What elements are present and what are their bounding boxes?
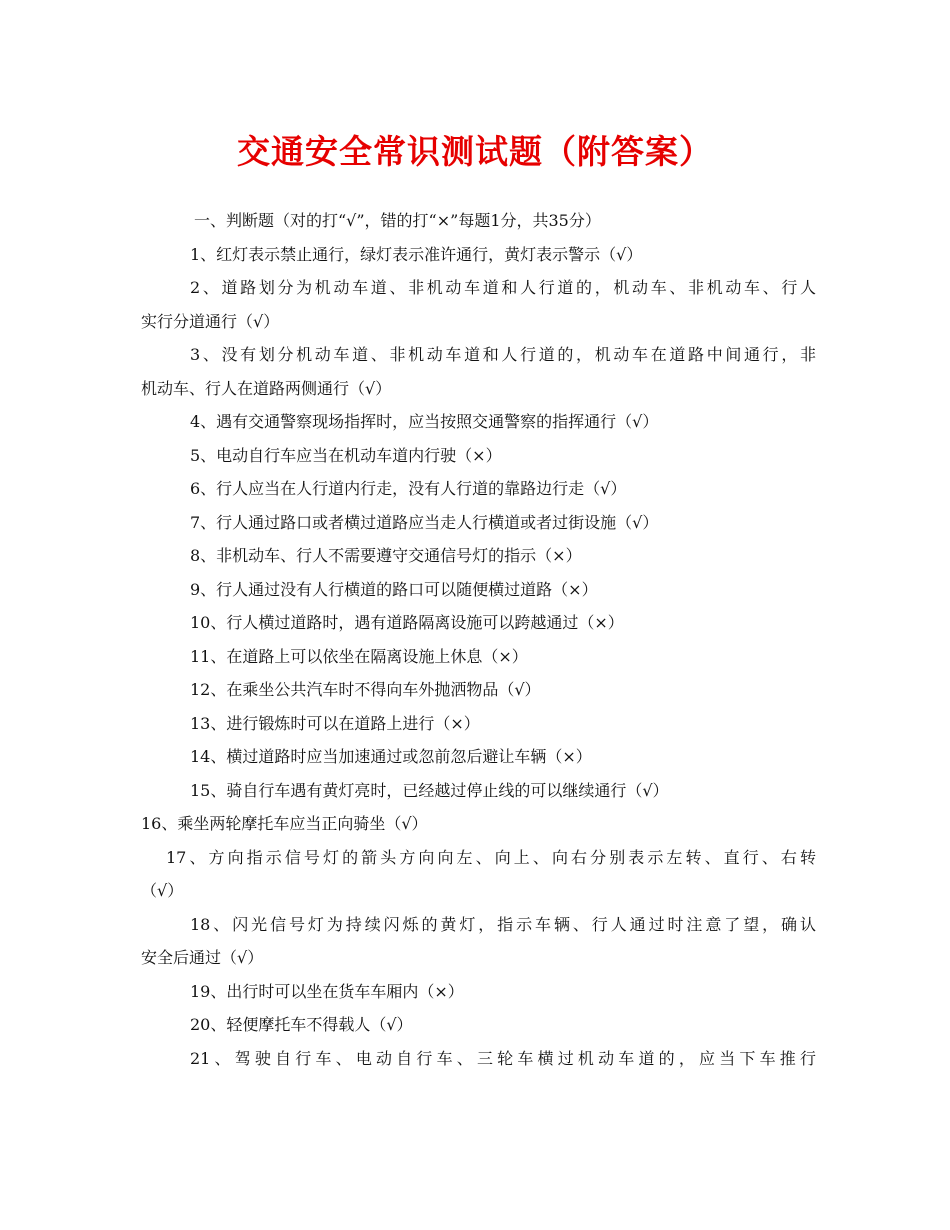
question-line: 13、进行锻炼时可以在道路上进行（×） xyxy=(190,713,480,733)
question-list xyxy=(141,204,816,1075)
question-line: 6、行人应当在人行道内行走，没有人行道的靠路边行走（√） xyxy=(190,479,627,498)
question-line: 安全后通过（√） xyxy=(141,948,264,967)
question-line: 1、红灯表示禁止通行，绿灯表示准许通行，黄灯表示警示（√） xyxy=(190,244,643,264)
question-line: 2、道路划分为机动车道、非机动车道和人行道的，机动车、非机动车、行人 xyxy=(190,278,816,297)
question-line: 9、行人通过没有人行横道的路口可以随便横过道路（×） xyxy=(190,579,598,599)
question-line: 18、闪光信号灯为持续闪烁的黄灯，指示车辆、行人通过时注意了望，确认 xyxy=(190,914,816,934)
question-line: 16、乘坐两轮摩托车应当正向骑坐（√） xyxy=(141,814,428,833)
section-heading: 一、判断题（对的打“√”，错的打“×”每题1分，共35分） xyxy=(194,211,601,230)
question-line: 3、没有划分机动车道、非机动车道和人行道的，机动车在道路中间通行，非 xyxy=(190,345,816,364)
page-title: 交通安全常识测试题（附答案） xyxy=(237,132,713,171)
question-line: 5、电动自行车应当在机动车道内行驶（×） xyxy=(190,445,502,465)
question-line: 17、方向指示信号灯的箭头方向向左、向上、向右分别表示左转、直行、右转 xyxy=(166,847,816,867)
question-line: 机动车、行人在道路两侧通行（√） xyxy=(141,378,392,398)
question-line: 20、轻便摩托车不得载人（√） xyxy=(190,1015,413,1034)
question-line: 7、行人通过路口或者横过道路应当走人行横道或者过街设施（√） xyxy=(190,512,659,532)
question-line: 10、行人横过道路时，遇有道路隔离设施可以跨越通过（×） xyxy=(190,613,624,632)
question-line: 实行分道通行（√） xyxy=(141,311,280,331)
question-line: 14、横过道路时应当加速通过或忽前忽后避让车辆（×） xyxy=(190,747,592,766)
question-line: 21、驾驶自行车、电动自行车、三轮车横过机动车道的，应当下车推行 xyxy=(190,1048,816,1068)
question-line: （√） xyxy=(141,881,184,900)
question-line: 15、骑自行车遇有黄灯亮时，已经越过停止线的可以继续通行（√） xyxy=(190,780,669,800)
question-line: 8、非机动车、行人不需要遵守交通信号灯的指示（×） xyxy=(190,546,582,565)
question-line: 4、遇有交通警察现场指挥时，应当按照交通警察的指挥通行（√） xyxy=(190,412,659,431)
question-line: 11、在道路上可以依坐在隔离设施上休息（×） xyxy=(190,646,528,666)
question-line: 19、出行时可以坐在货车车厢内（×） xyxy=(190,981,464,1001)
question-line: 12、在乘坐公共汽车时不得向车外抛洒物品（√） xyxy=(190,680,541,699)
